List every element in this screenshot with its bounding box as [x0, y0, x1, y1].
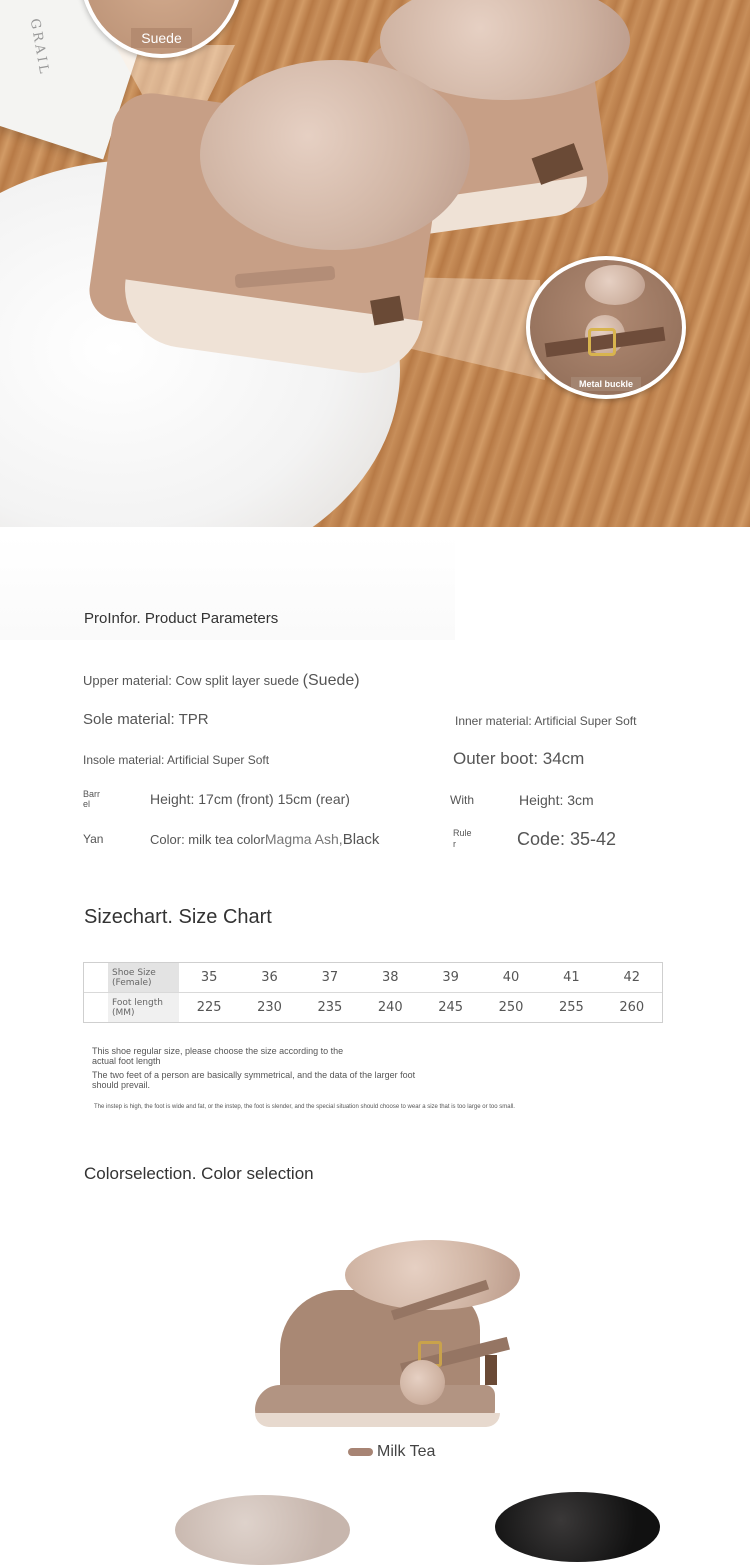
- insole-material: Insole material: Artificial Super Soft: [83, 753, 270, 767]
- color-selection-heading: Colorselection. Color selection: [84, 1164, 314, 1183]
- length-cell: 240: [360, 993, 420, 1023]
- ruler-label-line1: Rule: [453, 828, 472, 838]
- barrel-label: [83, 789, 100, 809]
- size-table: [84, 963, 662, 1022]
- length-cell: 245: [421, 993, 481, 1023]
- inner-material: Inner material: Artificial Super Soft: [455, 714, 637, 728]
- size-row-label: Shoe Size (Female): [108, 963, 179, 993]
- with-label: With: [450, 793, 474, 807]
- color-value: [150, 831, 379, 848]
- boot-front-fur: [200, 60, 470, 250]
- milk-tea-label[interactable]: [348, 1443, 435, 1461]
- size-code: Code: 35-42: [517, 829, 617, 849]
- size-cell: 36: [261, 970, 278, 985]
- color-magma-ash: Magma Ash,: [264, 831, 343, 847]
- size-note-1: This shoe regular size, please choose the size according to the actual foot length: [92, 1046, 344, 1066]
- upper-material: [83, 672, 360, 690]
- black-boot-image[interactable]: [495, 1492, 665, 1552]
- milk-tea-boot-image[interactable]: [250, 1235, 520, 1435]
- params-heading: ProInfor. Product Parameters: [84, 610, 279, 627]
- size-note-2: The two feet of a person are basically symmetrical, and the data of the larger foot should prevail.: [92, 1070, 416, 1090]
- buckle-callout: [526, 256, 686, 399]
- upper-material-label: Upper material: Cow split layer suede: [83, 673, 300, 688]
- heel-height: Height: 3cm: [519, 792, 594, 808]
- yan-label: Yan: [83, 832, 104, 846]
- length-cell: 230: [239, 993, 299, 1023]
- barrel-height: Height: 17cm (front) 15cm (rear): [150, 791, 350, 807]
- size-cell: 41: [563, 970, 580, 985]
- size-row: [84, 963, 662, 993]
- size-cell: 38: [382, 970, 399, 985]
- barrel-label-line2: el: [83, 799, 91, 809]
- size-cell: 40: [502, 970, 520, 985]
- ruler-label: [453, 828, 472, 850]
- length-cell: 225: [179, 993, 239, 1023]
- size-cell: 37: [321, 970, 339, 985]
- upper-material-paren: (Suede): [302, 672, 360, 689]
- barrel-label-line1: Barr: [83, 789, 101, 799]
- length-row-label: Foot length (MM): [108, 993, 179, 1023]
- size-cell: 35: [200, 970, 218, 985]
- book-text: GRAIL: [26, 17, 52, 78]
- sizechart-heading: Sizechart. Size Chart: [84, 906, 272, 928]
- length-cell: 250: [481, 993, 541, 1023]
- sole-material: Sole material: TPR: [83, 711, 209, 728]
- metal-buckle-label: Metal buckle: [571, 377, 641, 391]
- size-cell: 39: [442, 970, 459, 985]
- size-note-3: The instep is high, the foot is wide and fat, or the instep, the foot is slender, and the special situation should choose to wear a size that is too large or too small.: [94, 1104, 515, 1110]
- ruler-label-line2: r: [453, 839, 456, 849]
- color-black: Black: [342, 831, 380, 848]
- size-cell: 42: [623, 970, 641, 985]
- length-row: [84, 993, 662, 1023]
- milk-tea-text: Milk Tea: [377, 1443, 436, 1460]
- length-cell: 260: [602, 993, 662, 1023]
- boot-front-tag: [370, 296, 404, 326]
- magma-ash-boot-image[interactable]: [170, 1495, 350, 1555]
- hero-product-photo: [0, 0, 750, 527]
- milk-tea-swatch: [348, 1448, 373, 1456]
- length-cell: 255: [541, 993, 601, 1023]
- suede-label: Suede: [131, 28, 191, 48]
- length-cell: 235: [300, 993, 360, 1023]
- color-value-text: Color: milk tea color: [150, 832, 265, 847]
- size-table-frame: [83, 962, 663, 1023]
- outer-boot: Outer boot: 34cm: [453, 749, 585, 768]
